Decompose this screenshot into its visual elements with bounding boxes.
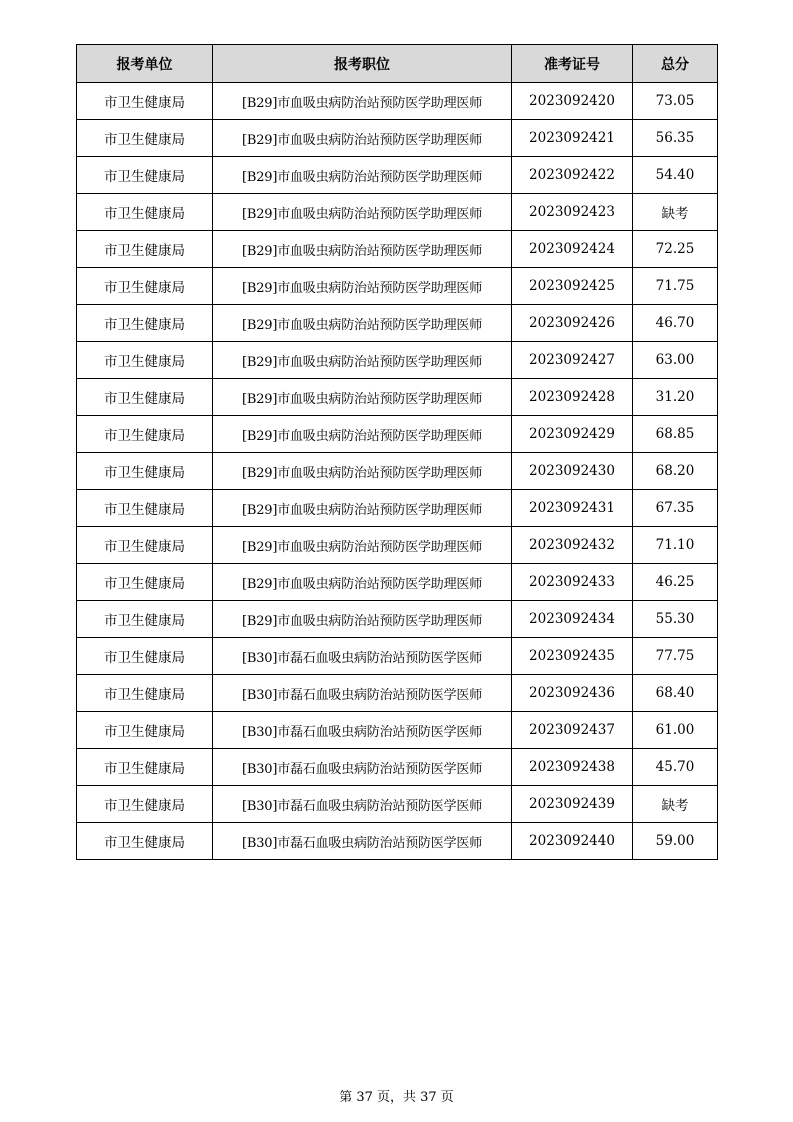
cell-unit: 市卫生健康局: [77, 638, 213, 675]
cell-position: [B29]市血吸虫病防治站预防医学助理医师: [213, 453, 512, 490]
table-row: [77, 453, 718, 490]
cell-exam-number: 2023092423: [512, 194, 633, 231]
cell-unit: 市卫生健康局: [77, 601, 213, 638]
cell-position: [B29]市血吸虫病防治站预防医学助理医师: [213, 379, 512, 416]
cell-exam-number: 2023092437: [512, 712, 633, 749]
cell-exam-number: 2023092440: [512, 823, 633, 860]
cell-total-score: 54.40: [633, 157, 718, 194]
cell-position: [B30]市磊石血吸虫病防治站预防医学医师: [213, 712, 512, 749]
cell-total-score: 71.75: [633, 268, 718, 305]
cell-unit: 市卫生健康局: [77, 823, 213, 860]
cell-exam-number: 2023092431: [512, 490, 633, 527]
cell-unit: 市卫生健康局: [77, 268, 213, 305]
cell-total-score: 61.00: [633, 712, 718, 749]
cell-unit: 市卫生健康局: [77, 305, 213, 342]
table-row: [77, 712, 718, 749]
cell-total-score: 31.20: [633, 379, 718, 416]
cell-position: [B29]市血吸虫病防治站预防医学助理医师: [213, 416, 512, 453]
cell-exam-number: 2023092434: [512, 601, 633, 638]
cell-unit: 市卫生健康局: [77, 194, 213, 231]
table-row: [77, 194, 718, 231]
table-row: [77, 231, 718, 268]
cell-exam-number: 2023092427: [512, 342, 633, 379]
cell-unit: 市卫生健康局: [77, 416, 213, 453]
cell-position: [B29]市血吸虫病防治站预防医学助理医师: [213, 268, 512, 305]
cell-total-score: 68.85: [633, 416, 718, 453]
header-total-score: 总分: [633, 45, 718, 83]
cell-position: [B29]市血吸虫病防治站预防医学助理医师: [213, 231, 512, 268]
table-row: [77, 638, 718, 675]
cell-total-score: 59.00: [633, 823, 718, 860]
header-exam-number: 准考证号: [512, 45, 633, 83]
cell-position: [B29]市血吸虫病防治站预防医学助理医师: [213, 83, 512, 120]
table-row: [77, 749, 718, 786]
cell-position: [B29]市血吸虫病防治站预防医学助理医师: [213, 601, 512, 638]
cell-total-score: 55.30: [633, 601, 718, 638]
score-table: [76, 44, 718, 860]
cell-total-score: 67.35: [633, 490, 718, 527]
cell-unit: 市卫生健康局: [77, 453, 213, 490]
cell-unit: 市卫生健康局: [77, 83, 213, 120]
cell-unit: 市卫生健康局: [77, 712, 213, 749]
cell-unit: 市卫生健康局: [77, 527, 213, 564]
cell-total-score: 73.05: [633, 83, 718, 120]
cell-exam-number: 2023092435: [512, 638, 633, 675]
cell-unit: 市卫生健康局: [77, 231, 213, 268]
cell-exam-number: 2023092426: [512, 305, 633, 342]
cell-total-score: 68.40: [633, 675, 718, 712]
score-table-header: [77, 45, 718, 83]
cell-total-score: 缺考: [633, 194, 718, 231]
cell-unit: 市卫生健康局: [77, 157, 213, 194]
cell-exam-number: 2023092439: [512, 786, 633, 823]
table-row: [77, 83, 718, 120]
cell-position: [B30]市磊石血吸虫病防治站预防医学医师: [213, 823, 512, 860]
cell-total-score: 71.10: [633, 527, 718, 564]
table-row: [77, 675, 718, 712]
cell-total-score: 46.25: [633, 564, 718, 601]
cell-unit: 市卫生健康局: [77, 490, 213, 527]
table-row: [77, 786, 718, 823]
table-row: [77, 305, 718, 342]
cell-exam-number: 2023092425: [512, 268, 633, 305]
table-row: [77, 564, 718, 601]
cell-position: [B29]市血吸虫病防治站预防医学助理医师: [213, 342, 512, 379]
header-unit: 报考单位: [77, 45, 213, 83]
table-row: [77, 157, 718, 194]
table-row: [77, 120, 718, 157]
cell-position: [B29]市血吸虫病防治站预防医学助理医师: [213, 194, 512, 231]
cell-exam-number: 2023092422: [512, 157, 633, 194]
cell-unit: 市卫生健康局: [77, 379, 213, 416]
cell-unit: 市卫生健康局: [77, 342, 213, 379]
cell-exam-number: 2023092432: [512, 527, 633, 564]
cell-exam-number: 2023092421: [512, 120, 633, 157]
cell-exam-number: 2023092428: [512, 379, 633, 416]
cell-exam-number: 2023092430: [512, 453, 633, 490]
cell-exam-number: 2023092420: [512, 83, 633, 120]
table-row: [77, 490, 718, 527]
table-row: [77, 379, 718, 416]
cell-exam-number: 2023092433: [512, 564, 633, 601]
cell-unit: 市卫生健康局: [77, 120, 213, 157]
score-table-body: [77, 83, 718, 860]
table-row: [77, 601, 718, 638]
cell-total-score: 68.20: [633, 453, 718, 490]
cell-unit: 市卫生健康局: [77, 564, 213, 601]
table-row: [77, 823, 718, 860]
cell-total-score: 缺考: [633, 786, 718, 823]
cell-position: [B29]市血吸虫病防治站预防医学助理医师: [213, 305, 512, 342]
header-position: 报考职位: [213, 45, 512, 83]
cell-position: [B30]市磊石血吸虫病防治站预防医学医师: [213, 749, 512, 786]
cell-total-score: 63.00: [633, 342, 718, 379]
cell-position: [B30]市磊石血吸虫病防治站预防医学医师: [213, 786, 512, 823]
cell-position: [B29]市血吸虫病防治站预防医学助理医师: [213, 120, 512, 157]
page-footer: 第 37 页，共 37 页: [339, 1090, 454, 1105]
header-row: [77, 45, 718, 83]
cell-unit: 市卫生健康局: [77, 749, 213, 786]
cell-exam-number: 2023092429: [512, 416, 633, 453]
cell-exam-number: 2023092436: [512, 675, 633, 712]
cell-total-score: 45.70: [633, 749, 718, 786]
cell-position: [B29]市血吸虫病防治站预防医学助理医师: [213, 157, 512, 194]
cell-position: [B29]市血吸虫病防治站预防医学助理医师: [213, 527, 512, 564]
cell-position: [B29]市血吸虫病防治站预防医学助理医师: [213, 564, 512, 601]
table-row: [77, 527, 718, 564]
cell-position: [B30]市磊石血吸虫病防治站预防医学医师: [213, 675, 512, 712]
cell-total-score: 77.75: [633, 638, 718, 675]
table-row: [77, 268, 718, 305]
table-row: [77, 342, 718, 379]
cell-total-score: 56.35: [633, 120, 718, 157]
cell-unit: 市卫生健康局: [77, 786, 213, 823]
cell-exam-number: 2023092424: [512, 231, 633, 268]
cell-exam-number: 2023092438: [512, 749, 633, 786]
cell-total-score: 72.25: [633, 231, 718, 268]
cell-total-score: 46.70: [633, 305, 718, 342]
cell-position: [B30]市磊石血吸虫病防治站预防医学医师: [213, 638, 512, 675]
cell-unit: 市卫生健康局: [77, 675, 213, 712]
cell-position: [B29]市血吸虫病防治站预防医学助理医师: [213, 490, 512, 527]
table-row: [77, 416, 718, 453]
